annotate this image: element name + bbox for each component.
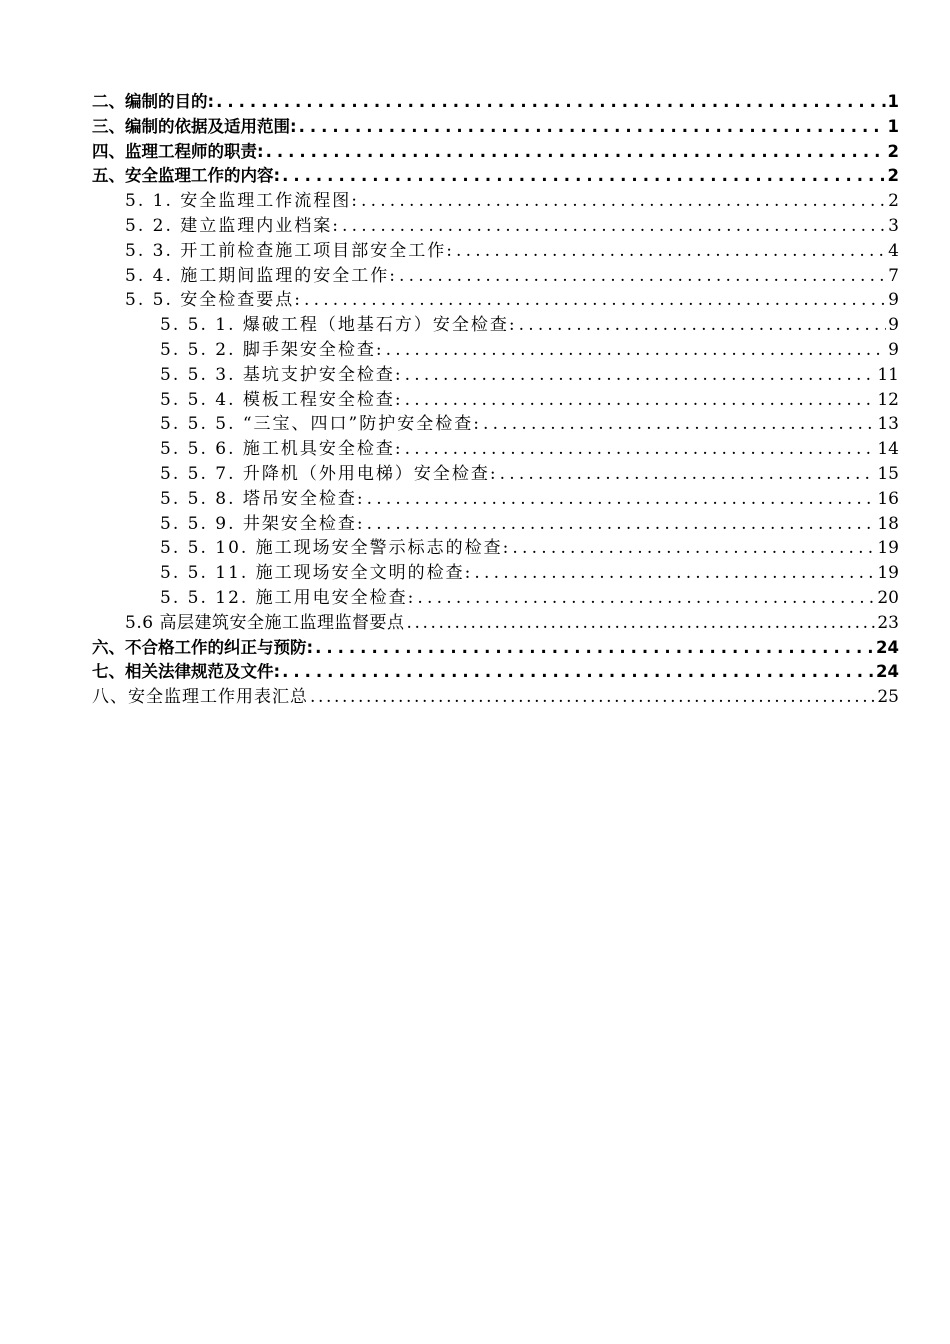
toc-entry-page-number: 4 [888,240,899,261]
toc-entry[interactable] [92,636,899,661]
toc-entry-page-number: 19 [877,563,899,584]
toc-entry-page-number: 19 [877,538,899,559]
toc-dot-leader [367,487,876,512]
toc-entry-page-number: 23 [877,612,899,633]
toc-dot-leader [304,288,886,313]
toc-entry[interactable] [92,487,899,512]
toc-entry-title: 5. 5. 11. 施工现场安全文明的检查: [160,563,473,584]
toc-entry[interactable] [92,462,899,487]
toc-entry[interactable] [92,189,899,214]
toc-entry[interactable] [92,214,899,239]
toc-dot-leader [474,561,875,586]
toc-dot-leader [405,437,876,462]
toc-entry-page-number: 2 [888,191,899,212]
toc-entry-page-number: 18 [877,513,899,534]
toc-entry-title: 5. 5. 1. 爆破工程（地基石方）安全检查: [160,315,517,336]
toc-entry-title: 5. 5. 8. 塔吊安全检查: [160,488,365,509]
toc-entry-page-number: 11 [877,364,899,385]
toc-dot-leader [405,363,876,388]
toc-entry[interactable] [92,437,899,462]
toc-entry[interactable] [92,536,899,561]
toc-entry-page-number: 2 [887,166,899,186]
toc-entry[interactable] [92,512,899,537]
toc-entry[interactable] [92,388,899,413]
toc-entry-title: 5. 3. 开工前检查施工项目部安全工作: [125,240,454,261]
toc-entry-page-number: 9 [888,290,899,311]
toc-entry-title: 五、安全监理工作的内容: [92,166,281,186]
toc-entry[interactable] [92,586,899,611]
toc-entry-title: 六、不合格工作的纠正与预防: [92,637,314,657]
toc-dot-leader [216,90,885,115]
toc-entry-title: 5. 5. 3. 基坑支护安全检查: [160,364,403,385]
toc-entry-title: 5.6 高层建筑安全施工监理监督要点 [125,612,405,633]
toc-entry-title: 四、监理工程师的职责: [92,141,264,161]
toc-entry-title: 八、安全监理工作用表汇总 [92,687,308,708]
toc-entry[interactable] [92,561,899,586]
toc-entry-title: 5. 5. 安全检查要点: [125,290,302,311]
toc-dot-leader [417,586,875,611]
toc-entry-page-number: 16 [877,488,899,509]
toc-entry-title: 5. 5. 2. 脚手架安全检查: [160,339,384,360]
toc-entry-title: 5. 5. 9. 井架安全检查: [160,513,365,534]
toc-entry-title: 5. 5. 4. 模板工程安全检查: [160,389,403,410]
toc-entry[interactable] [92,338,899,363]
toc-entry-page-number: 25 [877,687,899,708]
toc-dot-leader [500,462,876,487]
toc-entry-page-number: 13 [877,414,899,435]
toc-entry-title: 5. 5. 10. 施工现场安全警示标志的检查: [160,538,511,559]
toc-entry[interactable] [92,264,899,289]
toc-entry-page-number: 24 [876,637,899,657]
toc-entry[interactable] [92,363,899,388]
toc-dot-leader [361,189,886,214]
toc-entry-page-number: 1 [887,92,899,111]
toc-entry-page-number: 15 [877,463,899,484]
toc-entry-page-number: 9 [888,339,899,360]
table-of-contents [92,90,899,710]
toc-entry[interactable] [92,685,899,710]
toc-dot-leader [399,264,886,289]
toc-dot-leader [266,140,886,165]
toc-entry[interactable] [92,660,899,685]
toc-dot-leader [386,338,887,363]
toc-entry[interactable] [92,164,899,189]
toc-dot-leader [367,512,876,537]
toc-dot-leader [519,313,887,338]
toc-entry[interactable] [92,611,899,636]
toc-dot-leader [282,660,874,685]
toc-entry-title: 5. 5. 5. “三宝、四口”防护安全检查: [160,414,481,435]
toc-dot-leader [405,388,876,413]
toc-entry-page-number: 14 [877,439,899,460]
toc-entry[interactable] [92,140,899,165]
toc-entry-page-number: 20 [877,587,899,608]
toc-entry-title: 三、编制的依据及适用范围: [92,116,297,136]
toc-dot-leader [456,239,886,264]
toc-dot-leader [299,115,886,140]
toc-entry[interactable] [92,288,899,313]
toc-dot-leader [315,636,874,661]
toc-entry[interactable] [92,115,899,140]
toc-entry-page-number: 12 [877,389,899,410]
toc-entry-title: 5. 4. 施工期间监理的安全工作: [125,265,397,286]
toc-entry-page-number: 7 [888,265,899,286]
toc-entry-title: 七、相关法律规范及文件: [92,662,281,682]
toc-entry-title: 5. 5. 6. 施工机具安全检查: [160,439,403,460]
toc-entry-title: 二、编制的目的: [92,92,215,111]
toc-entry[interactable] [92,239,899,264]
toc-dot-leader [282,164,885,189]
toc-entry-title: 5. 2. 建立监理内业档案: [125,215,340,236]
toc-entry-page-number: 24 [876,662,899,682]
toc-dot-leader [483,412,875,437]
toc-dot-leader [342,214,886,239]
toc-dot-leader [310,685,875,710]
toc-entry-title: 5. 1. 安全监理工作流程图: [125,191,359,212]
toc-entry-title: 5. 5. 7. 升降机（外用电梯）安全检查: [160,463,498,484]
toc-dot-leader [406,611,875,636]
toc-entry-page-number: 9 [888,315,899,336]
toc-entry-page-number: 2 [887,141,899,161]
toc-entry[interactable] [92,412,899,437]
toc-entry-page-number: 3 [888,215,899,236]
toc-entry-title: 5. 5. 12. 施工用电安全检查: [160,587,416,608]
toc-entry-page-number: 1 [887,116,899,136]
toc-entry[interactable] [92,90,899,115]
toc-entry[interactable] [92,313,899,338]
toc-dot-leader [512,536,875,561]
